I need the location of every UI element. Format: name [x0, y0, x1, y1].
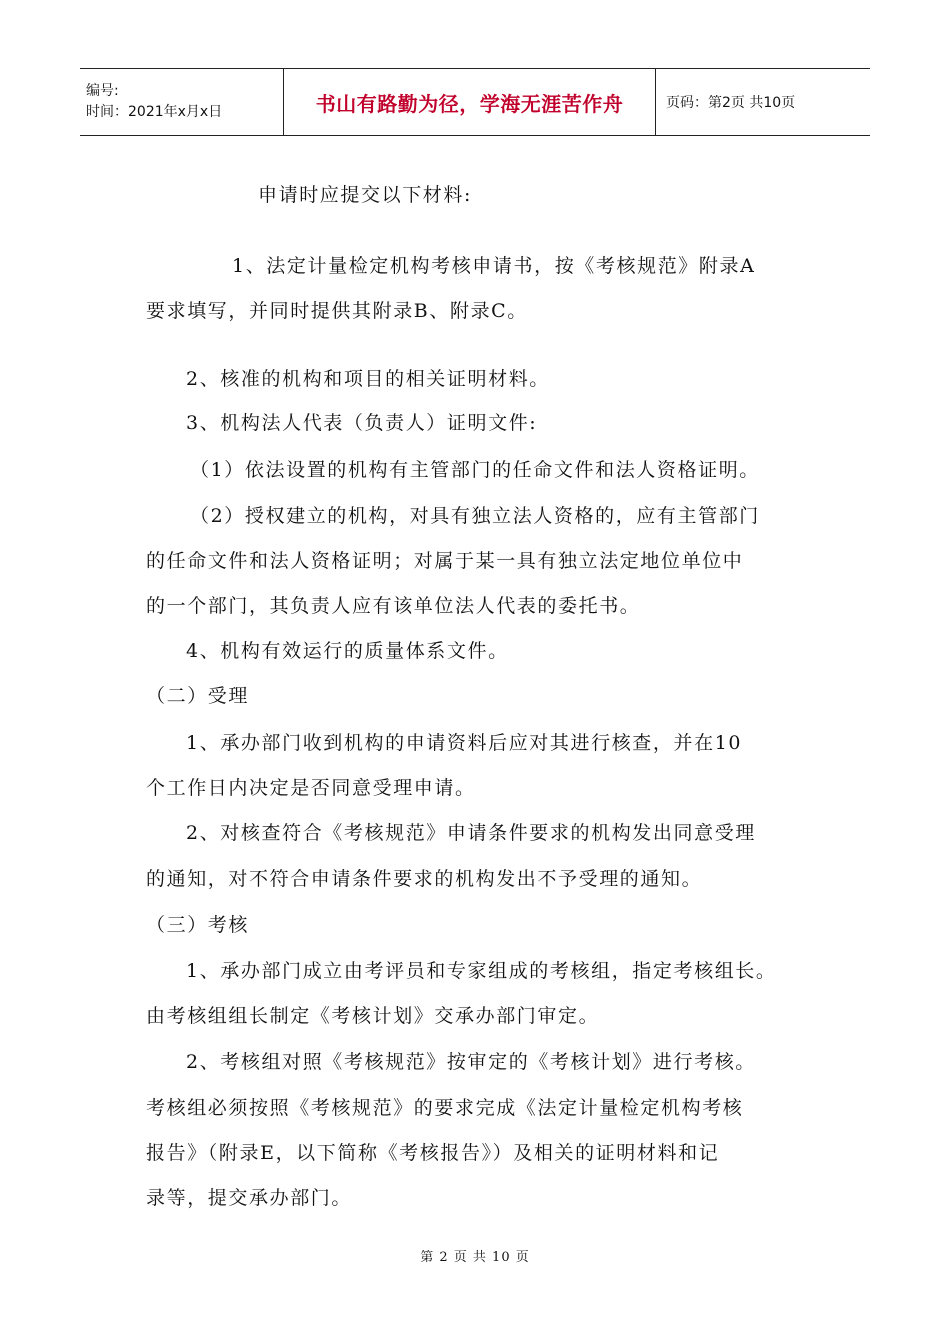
header-meta — [80, 69, 283, 135]
body-line: 1、承办部门成立由考评员和专家组成的考核组，指定考核组长。 — [186, 960, 777, 982]
body-line: 申请时应提交以下材料: — [258, 184, 473, 206]
section-heading: （三）考核 — [146, 914, 250, 936]
header-page-cell — [656, 69, 870, 135]
section-heading: （二）受理 — [146, 685, 250, 707]
header-page-number: 页码：第2页 共10页 — [666, 95, 796, 111]
body-line: 3、机构法人代表（负责人）证明文件: — [186, 412, 538, 434]
body-line: 4、机构有效运行的质量体系文件。 — [186, 640, 509, 662]
body-line: 2、考核组对照《考核规范》按审定的《考核计划》进行考核。 — [186, 1051, 756, 1073]
body-line: 要求填写，并同时提供其附录B、附录C。 — [146, 300, 528, 322]
body-line: 的通知，对不符合申请条件要求的机构发出不予受理的通知。 — [146, 868, 703, 890]
body-line: 考核组必须按照《考核规范》的要求完成《法定计量检定机构考核 — [146, 1097, 744, 1119]
body-line: 2、核准的机构和项目的相关证明材料。 — [186, 368, 550, 390]
body-line: 1、法定计量检定机构考核申请书，按《考核规范》附录A — [232, 255, 756, 277]
body-line: （2）授权建立的机构，对具有独立法人资格的，应有主管部门 — [190, 505, 760, 527]
body-line: 录等，提交承办部门。 — [146, 1187, 353, 1209]
page-header — [80, 68, 870, 136]
body-line: 报告》（附录E，以下简称《考核报告》）及相关的证明材料和记 — [146, 1142, 720, 1164]
body-line: 1、承办部门收到机构的申请资料后应对其进行核查，并在10 — [186, 732, 743, 754]
body-line: 由考核组组长制定《考核计划》交承办部门审定。 — [146, 1005, 600, 1027]
body-line: 的一个部门，其负责人应有该单位法人代表的委托书。 — [146, 595, 641, 617]
page-footer: 第 2 页 共 10 页 — [420, 1250, 530, 1265]
body-line: 个工作日内决定是否同意受理申请。 — [146, 777, 476, 799]
document-date: 时间：2021年x月x日 — [86, 104, 223, 120]
body-line: 的任命文件和法人资格证明；对属于某一具有独立法定地位单位中 — [146, 550, 744, 572]
body-line: 2、对核查符合《考核规范》申请条件要求的机构发出同意受理 — [186, 822, 756, 844]
header-motto: 书山有路勤为径，学海无涯苦作舟 — [315, 91, 624, 116]
body-line: （1）依法设置的机构有主管部门的任命文件和法人资格证明。 — [190, 459, 760, 481]
document-number-label: 编号: — [86, 83, 119, 99]
header-motto-cell — [283, 69, 656, 135]
